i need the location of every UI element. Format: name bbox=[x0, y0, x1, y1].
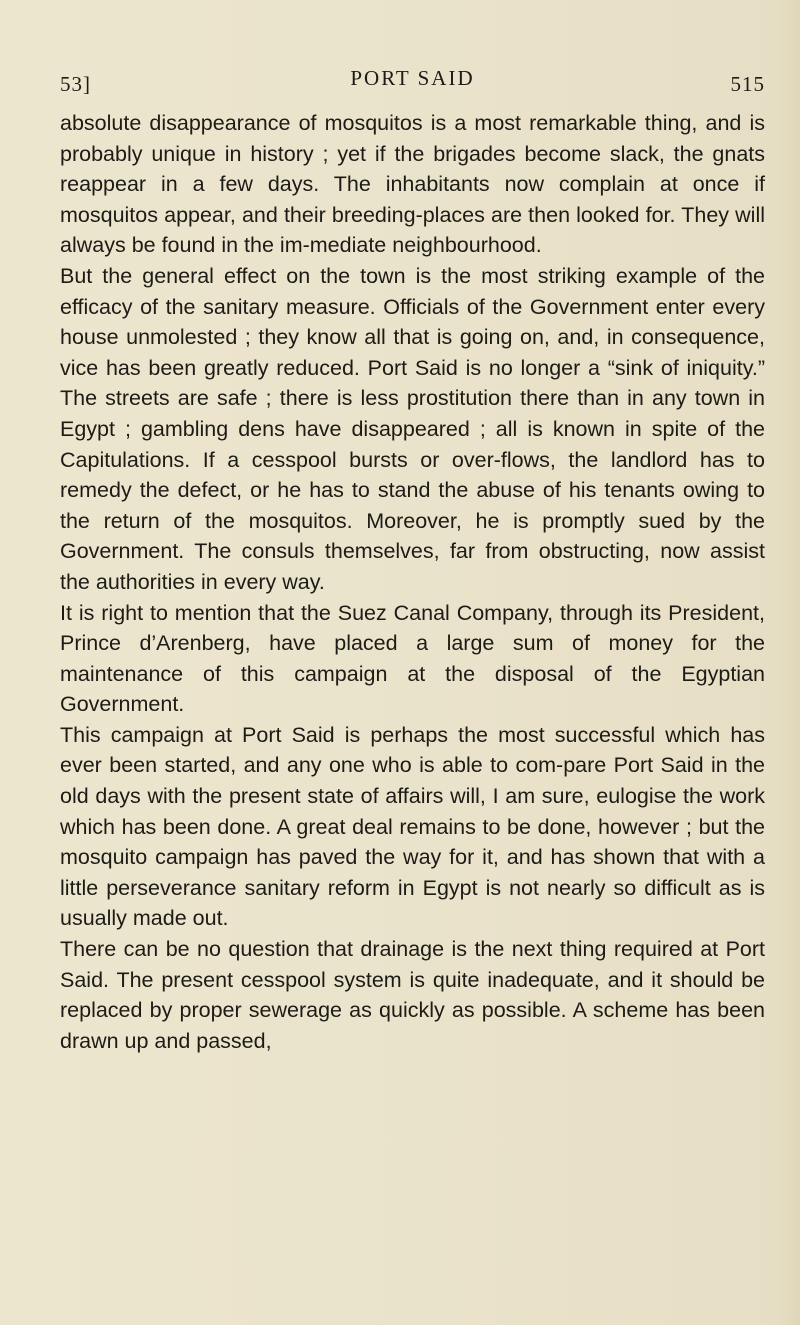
paragraph-1: absolute disappearance of mosquitos is a most remarkable thing, and is probably unique in history ; yet if the brigades become slack, the gnats reappear in a few days. The inhabitants now complain at once if mosquitos appear, and their breeding-places are then looked for. They will always be found in the im-mediate neighbourhood. bbox=[60, 111, 765, 258]
paragraph-4: This campaign at Port Said is perhaps the most successful which has ever been started, and any one who is able to com-pare Port Said in the old days with the present state of affairs will, I am sure, eulogise the work which has been done. A great deal remains to be done, however ; but the mosquito campaign has paved the way for it, and has shown that with a little perseverance sanitary reform in Egypt is not nearly so difficult as is usually made out. bbox=[60, 722, 765, 931]
page-number: 515 bbox=[730, 72, 765, 96]
paragraph-3: It is right to mention that the Suez Canal Company, through its President, Prince d’Arenberg, have placed a large sum of money for the maintenance of this campaign at the disposal of the Egyptian Government. bbox=[60, 600, 765, 717]
body-text bbox=[60, 108, 765, 1056]
paragraph-5: There can be no question that drainage is the next thing required at Port Said. The present cesspool system is quite inadequate, and it should be replaced by proper sewerage as quickly as possible. A scheme has been drawn up and passed, bbox=[60, 937, 765, 1053]
chapter-number: 53] bbox=[60, 72, 91, 96]
running-title: PORT SAID bbox=[350, 66, 475, 90]
paragraph-2: But the general effect on the town is the most striking example of the efficacy of the sanitary measure. Officials of the Government enter every house unmolested ; they know all that is going on, and, in consequence, vice has been greatly reduced. Port Said is no longer a “sink of iniquity.” The streets are safe ; there is less prostitution there than in any town in Egypt ; gambling dens have disappeared ; all is known in spite of the Capitulations. If a cesspool bursts or over-flows, the landlord has to remedy the defect, or he has to stand the abuse of his tenants owing to the return of the mosquitos. Moreover, he is promptly sued by the Government. The consuls themselves, far from obstructing, now assist the authorities in every way. bbox=[60, 263, 765, 594]
running-head bbox=[60, 62, 765, 96]
